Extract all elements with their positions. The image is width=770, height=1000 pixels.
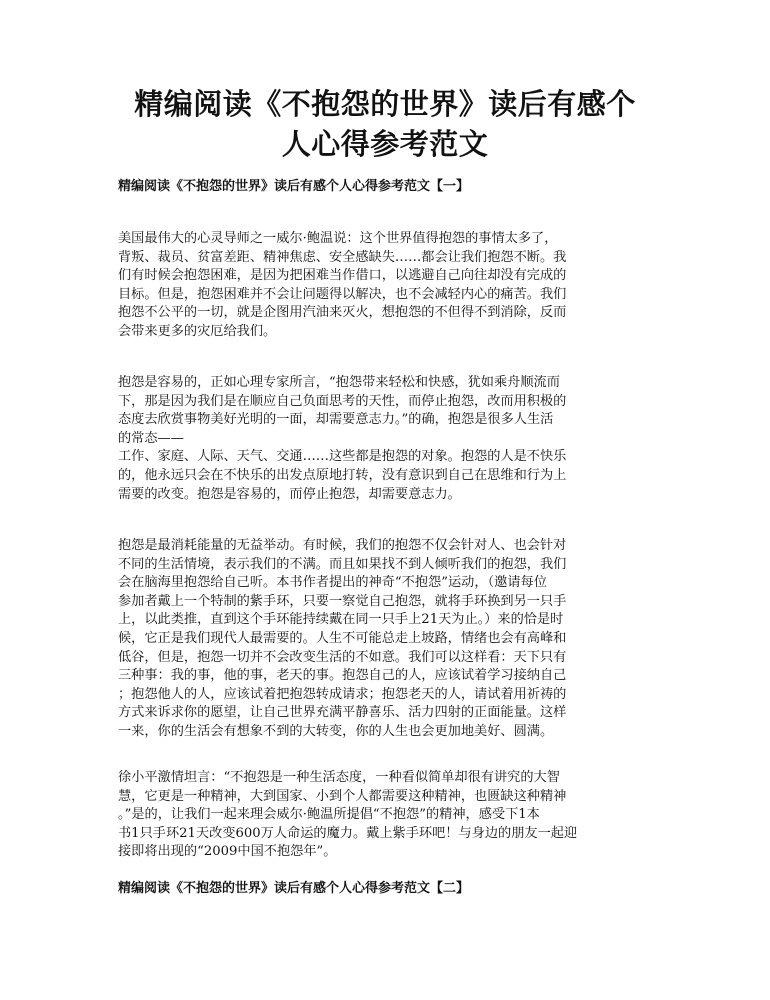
text-line: 。”是的，让我们一起来理会威尔·鲍温所提倡“不抱怨”的精神，感受下1本: [118, 807, 540, 823]
text-line: 态度去欣赏事物美好光明的一面，却需要意志力。”的确，抱怨是很多人生活: [118, 412, 554, 428]
text-line: 候，它正是我们现代人最需要的。人生不可能总走上坡路，情绪也会有高峰和: [118, 630, 567, 646]
text-line: 的，他永远只会在不快乐的出发点原地打转，没有意识到自己在思维和行为上: [118, 467, 567, 483]
section-heading-1: 精编阅读《不抱怨的世界》读后有感个人心得参考范文【一】: [118, 179, 470, 194]
text-line: 低谷，但是，抱怨一切并不会改变生活的不如意。我们可以这样看：天下只有: [118, 649, 567, 665]
text-line: 抱怨是容易的，正如心理专家所言，“抱怨带来轻松和快感，犹如乘舟顺流而: [118, 375, 560, 390]
text-line: 上，以此类推，直到这个手环能持续戴在同一只手上21天为止。）来的恰是时: [118, 612, 564, 628]
text-line: 一来，你的生活会有想象不到的大转变，你的人生也会更加地美好、圆满。: [118, 723, 554, 739]
text-line: 三种事：我的事，他的事，老天的事。抱怨自己的人，应该试着学习接纳自己: [118, 668, 567, 684]
document-title: [100, 84, 670, 164]
paragraph-4: [118, 769, 653, 862]
text-line: ；抱怨他人的人，应该试着把抱怨转成请求；抱怨老天的人，请试着用祈祷的: [118, 686, 567, 702]
text-line: 慧，它更是一种精神，大到国家、小到个人都需要这种精神，也匮缺这种精神: [118, 788, 567, 804]
title-line-2: 人心得参考范文: [281, 127, 489, 161]
title-line-1: 精编阅读《不抱怨的世界》读后有感个: [134, 87, 636, 121]
text-line: 徐小平激情坦言：“不抱怨是一种生活态度，一种看似简单却很有讲究的大智: [118, 770, 560, 785]
text-line: 下，那是因为我们是在顺应自己负面思考的天性，而停止抱怨，改而用积极的: [118, 393, 567, 409]
text-line: 需要的改变。抱怨是容易的，而停止抱怨，却需要意志力。: [118, 486, 461, 502]
paragraph-3: [118, 537, 653, 742]
text-line: 接即将出现的“2009中国不抱怨年”。: [118, 844, 337, 860]
text-line: 美国最伟大的心灵导师之一威尔·鲍温说：这个世界值得抱怨的事情太多了，: [118, 231, 558, 246]
text-line: 工作、家庭、人际、天气、交通……这些都是抱怨的对象。抱怨的人是不快乐: [118, 449, 567, 465]
text-line: 会在脑海里抱怨给自己听。本书作者提出的神奇“不抱怨”运动，（邀请每位: [118, 575, 547, 591]
text-line: 参加者戴上一个特制的紫手环，只要一察觉自己抱怨，就将手环换到另一只手: [118, 593, 567, 609]
text-line: 的常态——: [118, 430, 184, 446]
text-line: 们有时候会抱怨困难，是因为把困难当作借口，以逃避自己向往却没有完成的: [118, 268, 567, 284]
text-line: 目标。但是，抱怨困难并不会让问题得以解决，也不会减轻内心的痛苦。我们: [118, 286, 567, 302]
section-heading-2: 精编阅读《不抱怨的世界》读后有感个人心得参考范文【二】: [118, 881, 470, 896]
paragraph-2: [118, 374, 653, 504]
paragraph-1: [118, 230, 653, 342]
text-line: 不同的生活情境，表示我们的不满。而且如果找不到人倾听我们的抱怨，我们: [118, 556, 567, 572]
text-line: 抱怨是最消耗能量的无益举动。有时候，我们的抱怨不仅会针对人、也会针对: [118, 538, 567, 553]
text-line: 背叛、裁员、贫富差距、精神焦虑、安全感缺失……都会让我们抱怨不断。我: [118, 249, 567, 265]
text-line: 书1只手环21天改变600万人命运的魔力。戴上紫手环吧！与身边的朋友一起迎: [118, 825, 578, 841]
text-line: 抱怨不公平的一切，就是企图用汽油来灭火，想抱怨的不但得不到消除，反而: [118, 305, 567, 321]
text-line: 会带来更多的灾厄给我们。: [118, 323, 277, 339]
text-line: 方式来诉求你的愿望，让自己世界充满平静喜乐、活力四射的正面能量。这样: [118, 705, 567, 721]
